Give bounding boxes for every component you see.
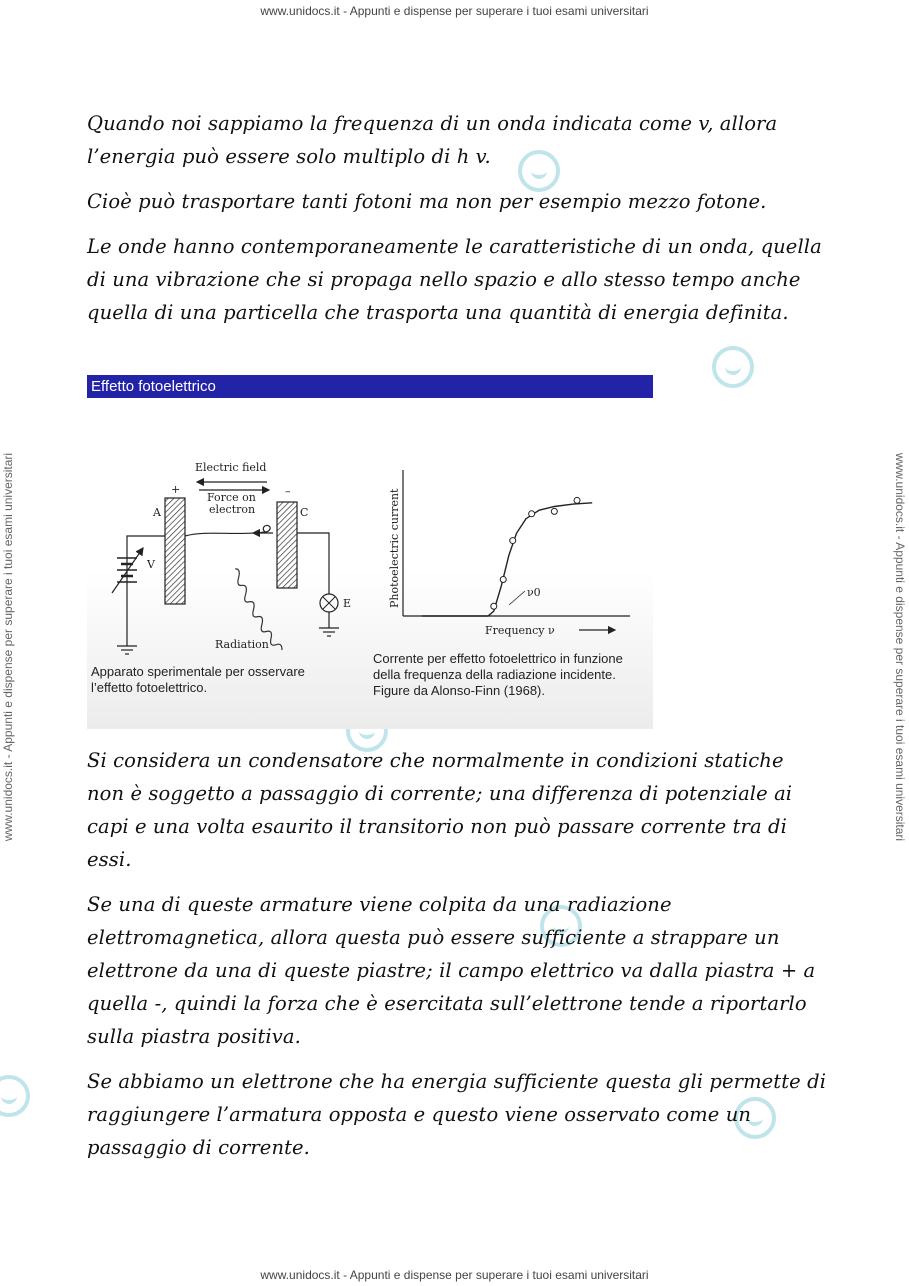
paragraph: Le onde hanno contemporaneamente le caratteristiche di un onda, quella di una vibrazione che si propaga nello spazio e allo stesso tempo anche quella di una particella che trasporta una quantità di energia definita.	[87, 235, 822, 324]
header-banner: www.unidocs.it - Appunti e dispense per superare i tuoi esami universitari	[260, 4, 649, 18]
paragraph: Quando noi sappiamo la frequenza di un onda indicata come v, allora l’energia può essere solo multiplo di h v.	[87, 112, 778, 168]
y-axis-label: Photoelectric current	[388, 488, 401, 608]
data-point	[574, 497, 580, 503]
paragraph: Se una di queste armature viene colpita da una radiazione elettromagnetica, allora questa può essere sufficiente a strappare un elettrone da una di queste piastre; il campo elettrico va dalla piastra + a quella -, quindi la forza che è esercitata sull’elettrone tende a riportarlo sulla piastra positiva.	[87, 893, 816, 1048]
data-point	[529, 511, 535, 517]
meter-label: E	[343, 597, 352, 610]
paragraph: Si considera un condensatore che normalmente in condizioni statiche non è soggetto a passaggio di corrente; una differenza di potenziale ai capi e una volta esaurito il transitorio non può passare corrente tra di essi.	[87, 749, 793, 871]
radiation-label: Radiation	[215, 638, 269, 651]
data-point	[500, 577, 506, 583]
caption-left: Apparato sperimentale per osservare l’effetto fotoelettrico.	[91, 664, 305, 695]
apparatus-diagram	[112, 461, 351, 654]
series-line	[422, 503, 592, 616]
footer-banner: www.unidocs.it - Appunti e dispense per superare i tuoi esami universitari	[260, 1268, 649, 1282]
electron-path	[185, 525, 270, 536]
right-watermark-text: www.unidocs.it - Appunti e dispense per superare i tuoi esami universitari	[893, 452, 907, 842]
minus-sign: –	[285, 485, 291, 498]
slide-title: Effetto fotoelettrico	[87, 375, 653, 398]
photoelectric-chart	[388, 470, 630, 637]
force-label-line1: Force on	[207, 491, 256, 504]
caption-right: Corrente per effetto fotoelettrico in funzione della frequenza della radiazione incidente. Figure da Alonso-Finn (1968).	[373, 651, 623, 698]
x-axis-label: Frequency ν	[485, 624, 555, 637]
battery-label: V	[147, 558, 155, 571]
plate-c	[277, 502, 297, 588]
watermark-icon	[0, 1075, 30, 1117]
plate-c-label: C	[300, 506, 309, 519]
electric-field-label: Electric field	[195, 461, 267, 474]
left-watermark-text: www.unidocs.it - Appunti e dispense per superare i tuoi esami universitari	[1, 452, 15, 842]
paragraph: Se abbiamo un elettrone che ha energia sufficiente questa gli permette di raggiungere l’armatura opposta e questo viene osservato come un passaggio di corrente.	[87, 1070, 827, 1159]
watermark-icon	[712, 346, 754, 388]
data-point	[510, 538, 516, 544]
threshold-label: ν0	[527, 586, 541, 599]
photoelectric-slide	[87, 375, 653, 729]
wire-left	[127, 536, 165, 646]
wire-right	[297, 533, 329, 594]
paragraph: Cioè può trasportare tanti fotoni ma non per esempio mezzo fotone.	[87, 190, 767, 213]
plate-a-label: A	[153, 506, 161, 519]
plate-a	[165, 498, 185, 604]
plus-sign: +	[171, 483, 181, 496]
data-point	[551, 508, 557, 514]
data-point	[491, 603, 497, 609]
force-label-line2: electron	[209, 503, 256, 516]
